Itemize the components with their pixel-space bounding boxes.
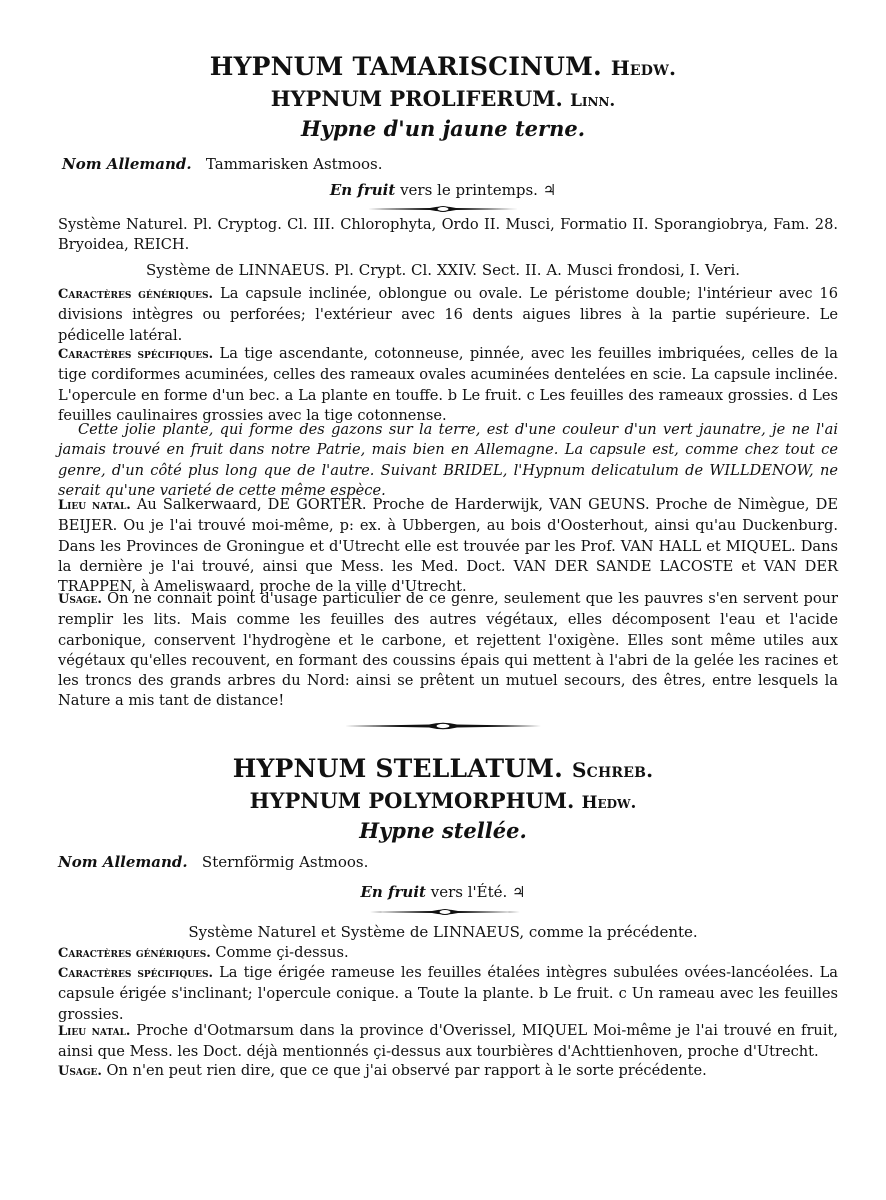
nom-label: Nom Allemand. <box>62 155 192 173</box>
species1-author2: Linn. <box>570 90 616 110</box>
species1-title <box>0 52 886 83</box>
nom-value: Tammarisken Astmoos. <box>205 155 383 173</box>
specifiques-text: La tige ascendante, cotonneuse, pinnée, avec les feuilles imbriquées, celles de la tige cordiformes acuminées, celles des rameaux ovales acuminées dentelées en scie. La capsule inclinée. L'opercule en forme d'un bec. a La plante en touffe. b Le fruit. c Les feuilles des rameaux grossies. d Les feuilles caulinaires grossies avec la tige cotonnense. <box>58 345 838 424</box>
fruit-label: En fruit <box>329 181 396 199</box>
usage-label: Usage. <box>58 1064 102 1079</box>
specifiques-label: Caractères spécifiques. <box>58 966 213 981</box>
fruit-text: vers l'Été. <box>430 883 508 901</box>
usage-text: On ne connait point d'usage particulier de ce genre, seulement que les pauvres s'en servent pour remplir les lits. Mais comme les feuilles des autres végétaux, elles décomposent l'eau et l'acide carbonique, conservent l'hydrogène et le carbone, et rejettent l'oxigène. Elles sont même utiles aux végétaux qu'elles recouvent, en formant des coussins épais qui mettent à l'abri de la gelée les racines et les troncs des grands arbres du Nord: ainsi se prêtent un mutuel secours, des êtres, entre lesquels la Nature a mis tant de distance! <box>58 590 838 710</box>
specifiques-label: Caractères spécifiques. <box>58 347 214 362</box>
species1-fruit-line <box>0 180 886 200</box>
generiques-label: Caractères génériques. <box>58 287 214 302</box>
nom-value: Sternförmig Astmoos. <box>201 853 369 871</box>
species1-nom-allemand <box>62 154 382 174</box>
species1-lieu-natal <box>58 495 838 597</box>
species2-title <box>0 754 886 785</box>
species1-usage <box>58 589 838 712</box>
fruit-label: En fruit <box>360 883 426 901</box>
lieu-text: Au Salkerwaard, DE GORTER. Proche de Harderwijk, VAN GEUNS. Proche de Nimègue, DE BEIJER. Ou je l'ai trouvé moi-même, p: ex. à Ubbergen, au bois d'Oosterhout, ainsi qu'au Duckenburg. Dans les Provinces de Groningue et d'Utrecht elle est trouvée par les Prof. VAN HALL et MIQUEL. Dans la dernière je l'ai trouvé, ainsi que Mess. les Med. Doct. VAN DER SANDE LACOSTE et VAN DER TRAPPEN, à Ameliswaard, proche de la ville d'Utrecht. <box>58 496 838 596</box>
specifiques-text: La tige érigée rameuse les feuilles étalées intègres subulées ovées-lancéolées. La capsule érigée s'inclinant; l'opercule conique. a Toute la plante. b Le fruit. c Un rameau avec les feuilles grossies. <box>58 964 838 1023</box>
ornament-divider-small <box>370 908 520 916</box>
species2-title2: HYPNUM POLYMORPHUM. <box>249 788 575 813</box>
ornament-divider-small <box>368 205 518 213</box>
generiques-label: Caractères génériques. <box>58 946 211 961</box>
species1-synonym <box>0 86 886 113</box>
lieu-label: Lieu natal. <box>58 1024 131 1039</box>
species2-fruit-line <box>0 882 886 902</box>
species2-author1: Schreb. <box>571 758 654 782</box>
species2-title1: HYPNUM STELLATUM. <box>232 754 564 783</box>
species1-systeme-naturel: Système Naturel. Pl. Cryptog. Cl. III. Chlorophyta, Ordo II. Musci, Formatio II. Sporangiobrya, Fam. 28. Bryoidea, REICH. <box>58 216 838 254</box>
species1-title2: HYPNUM PROLIFERUM. <box>270 86 563 111</box>
ornament-divider-large <box>345 722 541 730</box>
species1-specifiques <box>58 344 838 426</box>
species2-french-name: Hypne stellée. <box>359 818 527 843</box>
species1-systeme-linne: Système de LINNAEUS. Pl. Crypt. Cl. XXIV. Sect. II. A. Musci frondosi, I. Veri. <box>145 261 741 279</box>
species2-author2: Hedw. <box>581 792 637 812</box>
species2-specifiques <box>58 963 838 1025</box>
species1-generiques <box>58 284 838 346</box>
species2-lieu-natal <box>58 1021 838 1063</box>
jupiter-icon: ♃ <box>542 181 557 199</box>
usage-label: Usage. <box>58 592 102 607</box>
generiques-text: Comme çi-dessus. <box>215 944 349 961</box>
species2-nom-allemand <box>58 852 368 872</box>
species1-author1: Hedw. <box>610 56 677 80</box>
usage-text: On n'en peut rien dire, que ce que j'ai observé par rapport à le sorte précédente. <box>106 1062 707 1079</box>
fruit-text: vers le printemps. <box>400 181 538 199</box>
species2-usage <box>58 1061 838 1082</box>
nom-label: Nom Allemand. <box>58 853 188 871</box>
generiques-text: La capsule inclinée, oblongue ou ovale. Le péristome double; l'intérieur avec 16 divisions intègres ou perforées; l'extérieur avec 16 dents aigues libres à la partie supérieure. Le pédicelle latéral. <box>58 285 838 344</box>
species2-systeme: Système Naturel et Système de LINNAEUS, comme la précédente. <box>188 923 698 941</box>
species2-synonym <box>0 788 886 815</box>
species1-remarque: Cette jolie plante, qui forme des gazons sur la terre, est d'une couleur d'un vert jaunatre, je ne l'ai jamais trouvé en fruit dans notre Patrie, mais bien en Allemagne. La capsule est, comme chez tout ce genre, d'un côté plus long que de l'autre. Suivant BRIDEL, l'Hypnum delicatulum de WILLDENOW, ne serait qu'une varieté de cette même espèce. <box>58 421 838 499</box>
species1-french-name: Hypne d'un jaune terne. <box>300 116 586 141</box>
species1-title1: HYPNUM TAMARISCINUM. <box>209 52 602 81</box>
species2-generiques <box>58 943 838 964</box>
lieu-label: Lieu natal. <box>58 498 131 513</box>
jupiter-icon: ♃ <box>512 883 526 901</box>
lieu-text: Proche d'Ootmarsum dans la province d'Overissel, MIQUEL Moi-même je l'ai trouvé en fruit, ainsi que Mess. les Doct. déjà mentionnés çi-dessus aux tourbières d'Achttienhoven, proche d'Utrecht. <box>58 1022 839 1061</box>
